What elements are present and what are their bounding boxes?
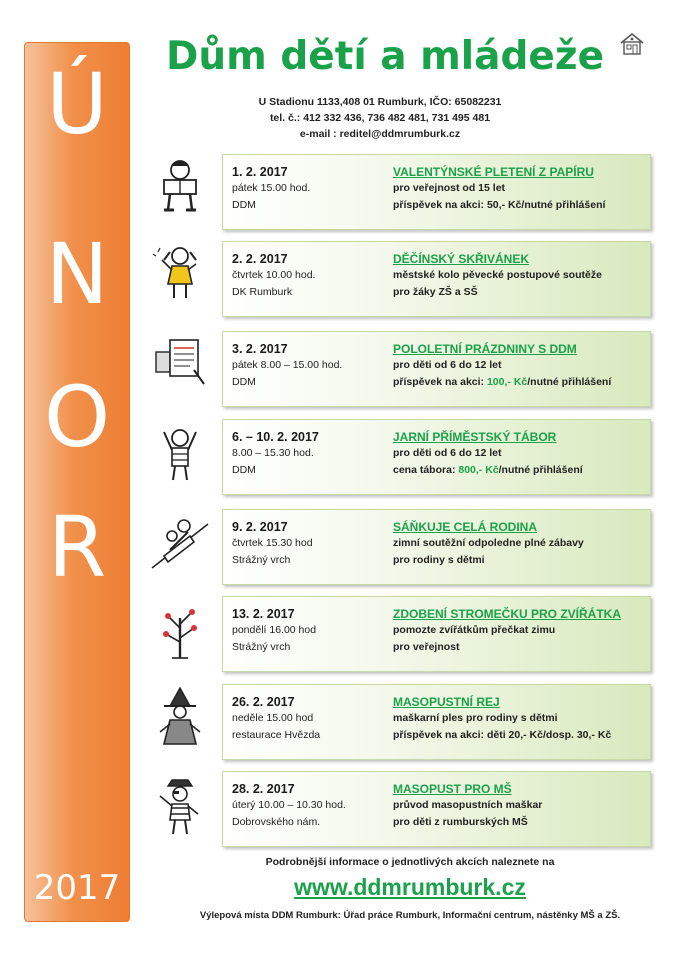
event-audience: pro děti od 6 do 12 let [393,359,502,371]
month-letter: Ú [46,55,108,153]
event-time: úterý 10.00 – 10.30 hod. [232,799,346,811]
price-suffix: /nutné přihlášení [527,376,612,388]
event-price: pro děti z rumburských MŠ [393,816,528,828]
event-price: pro rodiny s dětmi [393,554,485,566]
event-date: 26. 2. 2017 [232,695,295,709]
house-logo-icon [618,30,646,58]
month-letter: O [43,368,111,466]
event-price: pro žáky ZŠ a SŠ [393,286,478,298]
email-line[interactable]: e-mail : reditel@ddmrumburk.cz [299,128,461,140]
event-audience: zimní soutěžní odpoledne plné zábavy [393,537,584,549]
event-title[interactable]: DĚČÍNSKÝ SKŘIVÁNEK [393,252,530,266]
event-audience: pomozte zvířátkům přečkat zimu [393,624,556,636]
event-place: Strážný vrch [232,554,291,566]
event-title[interactable]: ZDOBENÍ STROMEČKU PRO ZVÍŘÁTKA [393,607,621,621]
year-label: 2017 [33,868,121,908]
event-time: čtvrtek 10.00 hod. [232,269,316,281]
event-card[interactable] [222,419,651,495]
event-audience: maškarní ples pro rodiny s dětmi [393,712,558,724]
event-audience: pro veřejnost od 15 let [393,182,506,194]
footer-note: Podrobnější informace o jednotlivých akcích naleznete na [265,856,555,868]
event-place: DDM [232,464,256,476]
event-date: 28. 2. 2017 [232,782,295,796]
month-letter: R [47,498,107,596]
price-prefix: cena tábora: [393,464,459,476]
event-time: 8.00 – 15.30 hod. [232,447,314,459]
month-letter: N [45,225,109,323]
event-card[interactable] [222,684,651,760]
website-link[interactable]: www.ddmrumburk.cz [294,874,526,900]
event-title[interactable]: SÁŇKUJE CELÁ RODINA [393,520,538,534]
pirate-costume-icon [150,774,210,838]
event-date: 13. 2. 2017 [232,607,295,621]
witch-costume-icon [150,686,210,750]
event-time: pondělí 16.00 hod [232,624,317,636]
decorated-tree-icon [150,598,210,662]
event-date: 1. 2. 2017 [232,165,288,179]
event-date: 9. 2. 2017 [232,520,288,534]
price-suffix: /nutné přihlášení [498,464,583,476]
event-time: čtvrtek 15.30 hod [232,537,313,549]
event-card[interactable] [222,771,651,847]
address-line: U Stadionu 1133,408 01 Rumburk, IČO: 65082231 [258,96,502,108]
singing-girl-icon [150,240,210,304]
event-date: 2. 2. 2017 [232,252,288,266]
report-card-icon [150,330,210,394]
event-place: Dobrovského nám. [232,816,321,828]
event-price [393,374,648,391]
event-price [393,462,648,479]
event-time: neděle 15.00 hod [232,712,314,724]
cheering-child-icon [150,422,210,486]
event-title[interactable]: MASOPUST PRO MŠ [393,782,512,796]
event-time: pátek 15.00 hod. [232,182,311,194]
event-price: příspěvek na akci: 50,- Kč/nutné přihlášení [393,199,606,211]
page-title: Dům dětí a mládeže [165,34,605,79]
event-place: DDM [232,376,256,388]
event-card[interactable] [222,241,651,317]
event-place: DK Rumburk [232,286,293,298]
event-price: pro veřejnost [393,641,460,653]
event-audience: pro děti od 6 do 12 let [393,447,502,459]
event-audience: průvod masopustních maškar [393,799,543,811]
posting-places: Výlepová místa DDM Rumburk: Úřad práce Rumburk, Informační centrum, nástěnky MŠ a ZŠ. [199,910,621,921]
price-prefix: příspěvek na akci: [393,376,487,388]
event-place: restaurace Hvězda [232,729,321,741]
event-place: DDM [232,199,256,211]
month-side-bar [24,42,130,922]
event-card[interactable] [222,596,651,672]
event-title[interactable]: POLOLETNÍ PRÁZDNINY S DDM [393,342,577,356]
event-title[interactable]: VALENTÝNSKÉ PLETENÍ Z PAPÍRU [393,165,594,179]
phone-line: tel. č.: 412 332 436, 736 482 481, 731 495 481 [269,112,491,124]
event-date: 3. 2. 2017 [232,342,288,356]
event-time: pátek 8.00 – 15.00 hod. [232,359,343,371]
event-place: Strážný vrch [232,641,291,653]
event-card[interactable] [222,509,651,585]
event-price: příspěvek na akci: děti 20,- Kč/dosp. 30,- Kč [393,729,612,741]
price-value: 800,- Kč [458,464,499,476]
event-card[interactable] [222,154,651,230]
event-card[interactable] [222,331,651,407]
event-title[interactable]: JARNÍ PŘÍMĚSTSKÝ TÁBOR [393,430,557,444]
event-title[interactable]: MASOPUSTNÍ REJ [393,695,500,709]
price-value: 100,- Kč [486,376,528,388]
child-reading-icon [150,152,210,216]
sledding-icon [150,510,210,574]
event-date: 6. – 10. 2. 2017 [232,430,319,444]
event-audience: městské kolo pěvecké postupové soutěže [393,269,602,281]
